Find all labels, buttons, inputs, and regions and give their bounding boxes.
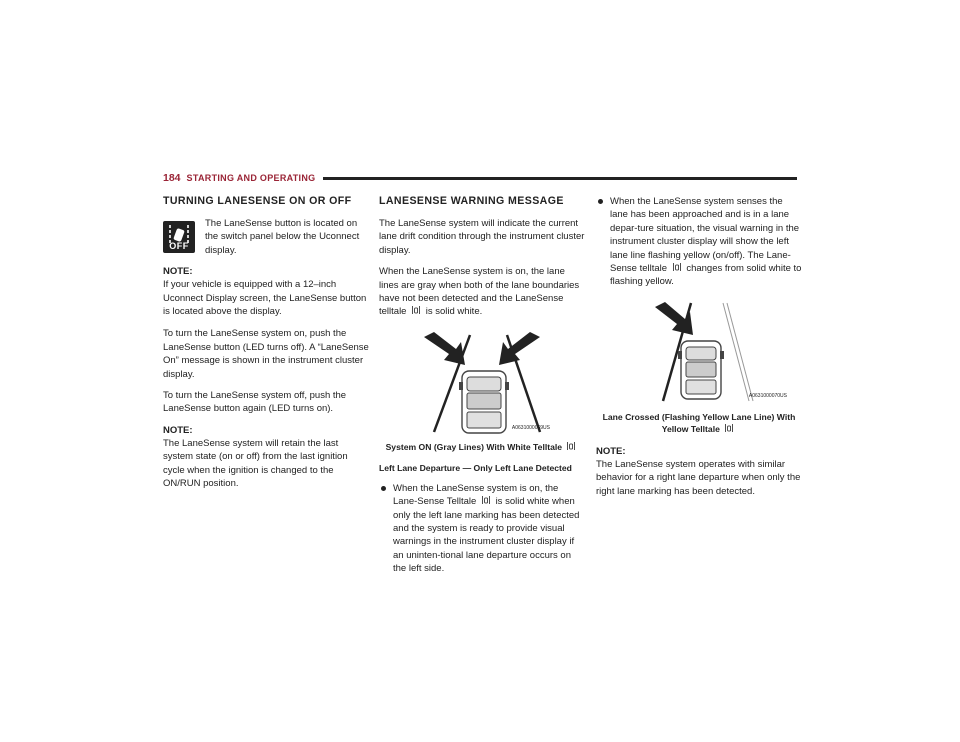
lanesense-telltale-icon [481, 495, 491, 505]
section-title: STARTING AND OPERATING [186, 173, 316, 183]
figure-code: A0631000070US [748, 392, 787, 399]
column-3 [596, 195, 802, 507]
figure-code: A0631000069US [511, 424, 550, 431]
bullet-icon [596, 195, 610, 289]
lanesense-button-block [163, 217, 369, 257]
system-on-figure [412, 327, 552, 437]
bullet-item: When the LaneSense system is on, the Lane-Sense Telltale is solid white when only the left lane marking has been detected and the system is ready to provide visual warnings in the instrument cluster display if an uninten-tional lane departure occurs on the left side. [379, 482, 585, 576]
lanesense-off-icon [163, 221, 195, 253]
note-text: The LaneSense system operates with similar behavior for a right lane departure when only the right lane marking has been detected. [596, 458, 801, 497]
lanesense-telltale-icon [672, 262, 682, 272]
paragraph-turn-off: To turn the LaneSense system off, push the LaneSense button again (LED turns on). [163, 390, 347, 415]
note-label: NOTE: [163, 424, 193, 436]
bullet-item: When the LaneSense system senses the lane has been approached and is in a lane depar-ture situation, the visual warning in the instrument cluster display will show the left lane line flashing yellow (on/off). The Lane-Sense telltale changes from solid white to flashing yellow. [596, 195, 802, 289]
column-2 [379, 195, 585, 584]
note-label: NOTE: [163, 266, 193, 278]
page-header [163, 171, 797, 185]
lanesense-telltale-icon [724, 423, 734, 433]
paragraph-turn-on: To turn the LaneSense system on, push the LaneSense button (LED turns off). A “LaneSense On” message is shown in the instrument cluster display. [163, 328, 369, 380]
lanesense-telltale-icon [566, 441, 576, 451]
paragraph-gray-lines: When the LaneSense system is on, the lane lines are gray when both of the lane boundaries have not been detected and the LaneSense telltale is solid white. [379, 266, 580, 318]
off-label: OFF [169, 241, 189, 251]
subheading-left-lane-departure: Left Lane Departure — Only Left Lane Detected [379, 462, 572, 473]
figure-caption: Lane Crossed (Flashing Yellow Lane Line) With Yellow Telltale [602, 411, 796, 434]
paragraph-lane-drift: The LaneSense system will indicate the current lane drift condition through the instrument cluster display. [379, 218, 585, 256]
lanesense-telltale-icon [411, 305, 421, 315]
figure-caption: System ON (Gray Lines) With White Telltale [379, 441, 585, 453]
column-1 [163, 195, 369, 500]
bullet-icon [379, 482, 393, 576]
section-heading-warning-message: LANESENSE WARNING MESSAGE [379, 195, 564, 207]
note-text: If your vehicle is equipped with a 12–inch Uconnect Display screen, the LaneSense button is located above the display. [163, 279, 367, 318]
section-heading-turning-lanesense: TURNING LANESENSE ON OR OFF [163, 195, 352, 207]
note-label: NOTE: [596, 445, 626, 457]
lane-crossed-figure [609, 297, 789, 407]
note-text: The LaneSense system will retain the last system state (on or off) from the last ignition cycle when the ignition is changed to the ON/RUN position. [163, 437, 348, 490]
page-number: 184 [163, 172, 181, 184]
button-location-text: The LaneSense button is located on the switch panel below the Uconnect display. [205, 218, 360, 256]
header-rule [323, 177, 797, 180]
